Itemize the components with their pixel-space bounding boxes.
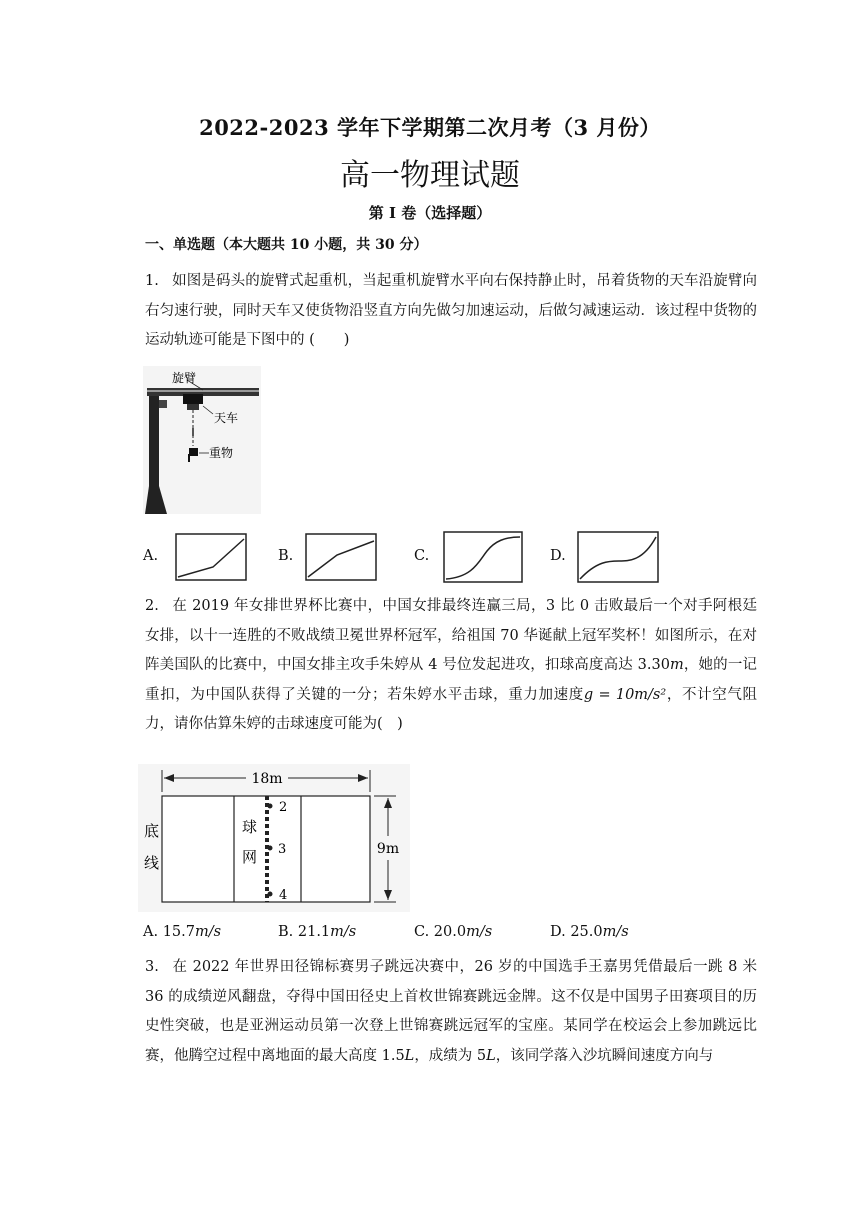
- question-3: [145, 953, 757, 1071]
- option-b: [278, 924, 356, 940]
- question-text-part2: ，她的一记重扣，为中国队获得了关键的一分；若朱婷水平击球，重力加速度: [145, 657, 758, 703]
- option-unit: m/s: [195, 924, 222, 940]
- crane-figure: [143, 366, 261, 514]
- option-unit: m/s: [466, 924, 493, 940]
- question-text: 如图是码头的旋臂式起重机，当起重机旋臂水平向右保持静止时，吊着货物的天车沿旋臂向右匀速行驶，同时天车又使货物沿竖直方向先做匀加速运动，后做匀减速运动．该过程中货物的运动轨迹可能是下图中的 ( ): [145, 273, 757, 348]
- question-1: [145, 267, 757, 356]
- section-heading: 一、单选题（本大题共 10 小题，共 30 分）: [145, 237, 428, 253]
- option-b-label: B.: [278, 548, 294, 564]
- baseline-label-1: 底: [144, 822, 160, 840]
- net-label-2: 网: [242, 848, 258, 866]
- question-number: 1.: [145, 273, 159, 289]
- weight-label: 重物: [209, 446, 234, 460]
- option-letter: A.: [143, 924, 159, 940]
- option-b-graph: [305, 533, 377, 581]
- question-text-part1: 在 2019 年女排世界杯比赛中，中国女排最终连赢三局，3 比 0 击败最后一个对手阿根廷女排，以十一连胜的不败战绩卫冕世界杯冠军，给祖国 70 华诞献上冠军奖杯！如图所示，在对阵美国队的比赛中，中国女排主攻手朱婷从 4 号位发起进攻，扣球高度高达 3.30: [145, 598, 757, 673]
- question-text-part1: 在 2022 年世界田径锦标赛男子跳远决赛中，26 岁的中国选手王嘉男凭借最后一跳 8 米 36 的成绩逆风翻盘，夺得中国田径史上首枚世锦赛跳远金牌。这不仅是中国男子田赛项目的历史性突破，也是亚洲运动员第一次登上世锦赛跳远冠军的宝座。某同学在校运会上参加跳远比赛，他腾空过程中离地面的最大高度 1.5: [145, 959, 757, 1064]
- subject-title: 高一物理试题: [340, 158, 520, 193]
- question-number: 3.: [145, 959, 159, 975]
- question-text-part3: ，不计空气阻力，请你估算朱婷的击球速度可能为( ): [145, 686, 757, 732]
- option-unit: m/s: [602, 924, 629, 940]
- unit-m: m: [669, 657, 684, 673]
- option-a-label: A.: [143, 548, 159, 564]
- question-text-part3: ，该同学落入沙坑瞬间速度方向与: [495, 1047, 714, 1064]
- volleyball-court-figure: [138, 764, 410, 912]
- option-unit: m/s: [330, 924, 357, 940]
- position-2: 2: [279, 800, 288, 815]
- option-value: 15.7: [162, 924, 195, 940]
- option-d: [550, 924, 629, 940]
- net-label-1: 球: [242, 818, 258, 836]
- question-number: 2.: [145, 598, 159, 614]
- option-d-graph: [577, 531, 659, 583]
- question-text-part2: ，成绩为 5: [414, 1047, 487, 1064]
- option-letter: C.: [414, 924, 430, 940]
- option-value: 20.0: [433, 924, 467, 940]
- option-value: 25.0: [570, 924, 603, 940]
- option-a: [143, 924, 221, 940]
- baseline-label-2: 线: [144, 854, 160, 872]
- option-c-label: C.: [414, 548, 430, 564]
- option-c: [414, 924, 492, 940]
- option-a-graph: [175, 533, 247, 581]
- position-4: 4: [279, 888, 288, 903]
- option-d-label: D.: [550, 548, 566, 564]
- width-label: 18m: [251, 771, 283, 787]
- option-value: 21.1: [297, 924, 331, 940]
- arm-label: 旋臂: [172, 371, 197, 385]
- question-2: [145, 592, 757, 740]
- exam-title: 2022-2023 学年下学期第二次月考（3 月份）: [199, 115, 661, 140]
- gravity-formula: g = 10m/s²: [583, 686, 667, 703]
- position-3: 3: [278, 842, 287, 857]
- option-c-graph: [443, 531, 523, 583]
- option-letter: D.: [550, 924, 566, 940]
- height-label: 9m: [376, 841, 400, 857]
- option-letter: B.: [278, 924, 294, 940]
- var-L: L: [486, 1047, 496, 1064]
- var-L: L: [404, 1047, 415, 1064]
- trolley-label: 天车: [214, 411, 239, 425]
- volume-title: 第 I 卷（选择题）: [368, 204, 492, 222]
